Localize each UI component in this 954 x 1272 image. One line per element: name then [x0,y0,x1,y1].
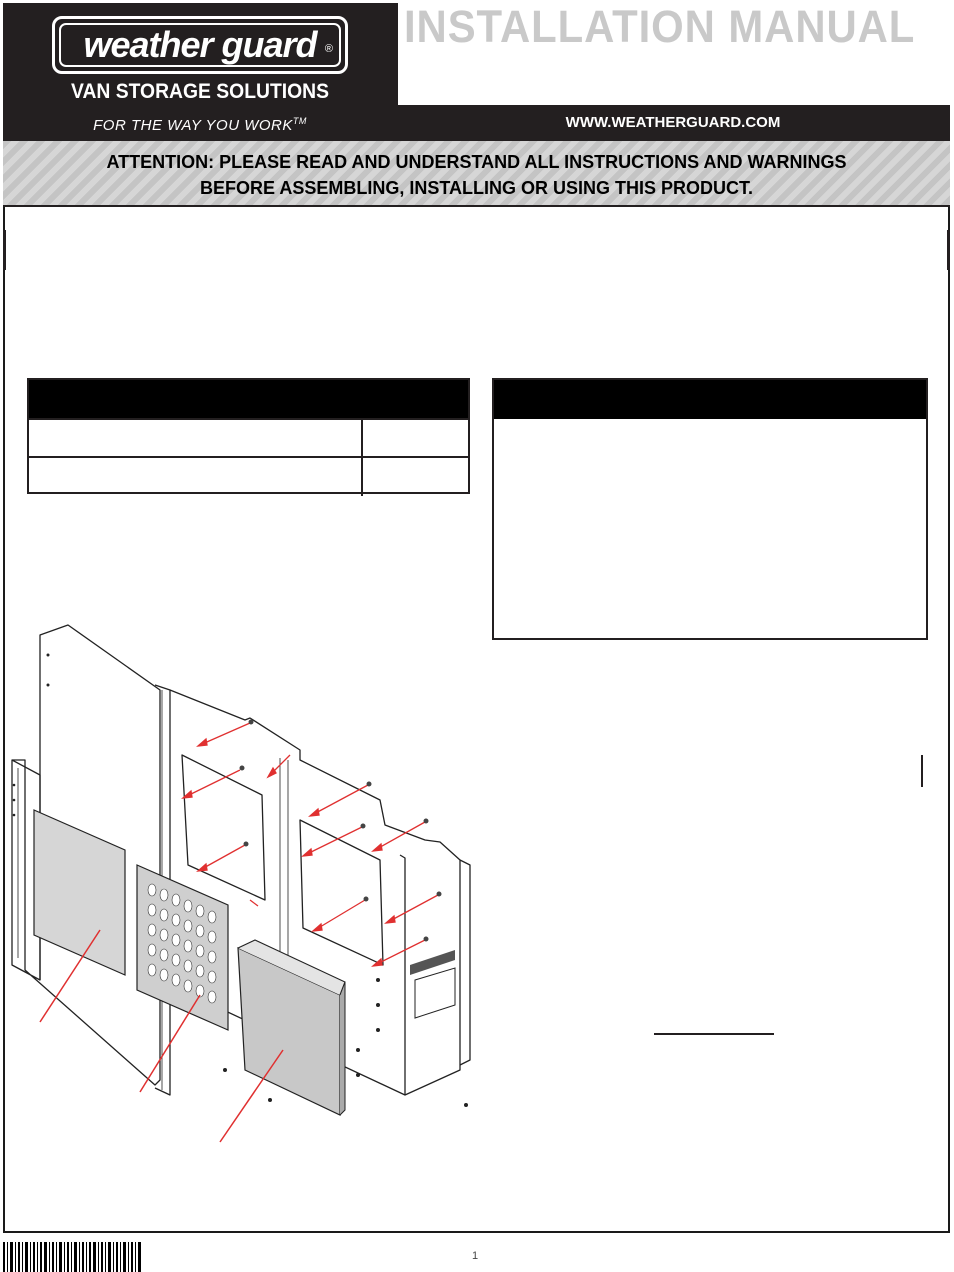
solid-panel-plate [34,810,125,975]
product-label [415,968,455,1018]
parts-table-header [29,380,468,418]
hinged-storage-box [238,940,345,1115]
registered-mark: ® [324,43,333,55]
attention-line-1: ATTENTION: PLEASE READ AND UNDERSTAND ALL INSTRUCTIONS AND WARNINGS [106,152,847,172]
logo-wordmark: weather guard [83,24,317,65]
website-link[interactable]: WWW.WEATHERGUARD.COM [565,114,781,131]
window-cutout [182,755,265,900]
tagline-text: FOR THE WAY YOU WORK [93,117,293,134]
window-cutout [300,820,383,965]
signature-underline [654,1033,774,1035]
attention-line-2: BEFORE ASSEMBLING, INSTALLING OR USING THIS PRODUCT. [199,178,754,198]
trademark-mark: TM [292,116,307,126]
brand-subtitle: VAN STORAGE SOLUTIONS [70,80,329,103]
parts-table-row [29,456,468,496]
info-box [492,378,928,640]
qty-column-divider [361,420,363,458]
attention-banner [3,141,950,207]
weather-guard-logo [52,16,348,74]
manual-title: INSTALLATION MANUAL [404,1,916,52]
manual-title-box [396,3,950,107]
partition-assembly-diagram [0,610,480,1190]
brand-tagline [52,116,348,134]
right-margin-mark [947,230,950,270]
parts-table [27,378,470,494]
perforated-panel [137,865,228,1030]
left-margin-mark [3,230,6,270]
parts-table-row [29,418,468,458]
page-number: 1 [472,1250,479,1262]
barcode [3,1242,143,1272]
vertical-marker [921,755,923,787]
qty-column-divider [361,458,363,496]
info-box-header [494,380,926,419]
